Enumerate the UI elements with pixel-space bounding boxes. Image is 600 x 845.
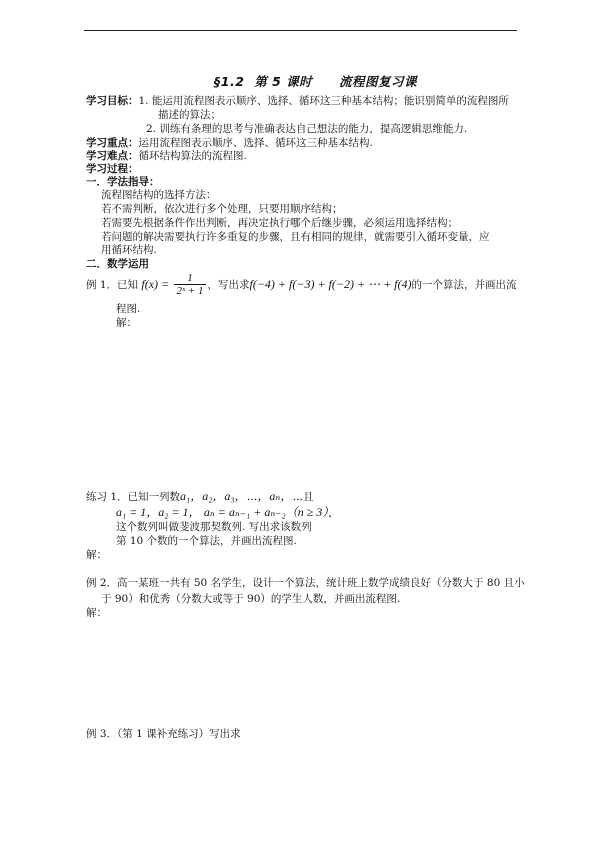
- page-title: [214, 74, 417, 89]
- header-rule: [84, 30, 517, 31]
- exercise1-seq: a₁，a₂，a₃，⋯，aₙ，⋯: [180, 489, 304, 503]
- guide-line: 流程图结构的选择方法：: [101, 189, 217, 201]
- title-lesson: 第 5 课时: [254, 74, 313, 89]
- objectives-line1: [86, 95, 509, 108]
- example1-sum-expr: f(−4) + f(−3) + f(−2) + ⋯ + f(4): [249, 277, 412, 291]
- process-label: 学习过程：: [86, 163, 139, 175]
- guide-line: 若不需判断，依次进行多个处理，只要用顺序结构；: [101, 203, 343, 215]
- example1-mid: ，写出求: [207, 279, 250, 291]
- example1-solution: 解：: [116, 317, 137, 329]
- keypoint-text: 运用流程图表示顺序、选择、循环这三种基本结构.: [138, 137, 373, 149]
- example1-func: f(x) =: [141, 277, 170, 291]
- example2-line2: 于 90）和优秀（分数大或等于 90）的学生人数，并画出流程图.: [101, 593, 401, 605]
- exercise1-suffix: 且: [303, 491, 314, 503]
- exercise1-condition: （n ≥ 3）: [285, 505, 329, 519]
- example1-frac-num: 1: [187, 272, 193, 284]
- difficulty-line: [86, 150, 247, 163]
- exercise1-init: a₁ = 1，a₂ = 1，: [116, 505, 201, 519]
- example3-line1: 例 3．（第 1 课补充练习）写出求: [86, 728, 241, 740]
- objectives-label: 学习目标：: [86, 95, 139, 107]
- objectives-item1a: 1. 能运用流程图表示顺序、选择、循环这三种基本结构；能识别简单的流程图所: [138, 95, 509, 107]
- exercise1-line2: [116, 504, 339, 521]
- guide-line: 用循环结构.: [101, 244, 157, 256]
- exercise1-line3: 这个数列叫做斐波那契数列. 写出求该数列: [116, 521, 312, 533]
- difficulty-text: 循环结构算法的流程图.: [138, 150, 247, 162]
- example2-line1: 例 2．高一某班一共有 50 名学生，设计一个算法，统计班上数学成绩良好（分数大于 80 且小: [86, 577, 525, 589]
- guide-line: 若需要先根据条件作出判断，再决定执行哪个后继步骤，必须运用选择结构；: [101, 217, 458, 229]
- example1-line2: 程图.: [116, 303, 141, 315]
- example1-line1: [86, 269, 517, 300]
- difficulty-label: 学习难点：: [86, 150, 139, 162]
- exercise1-solution: 解：: [86, 549, 107, 561]
- keypoint-label: 学习重点：: [86, 137, 139, 149]
- title-section: §1.2: [214, 74, 245, 89]
- exercise1-line1: [86, 488, 314, 505]
- exercise1-line4: 第 10 个数的一个算法，并画出流程图.: [116, 535, 297, 547]
- example2-solution: 解：: [86, 607, 107, 619]
- objectives-item2: 2. 训练有条理的思考与准确表达自己想法的能力，提高逻辑思维能力.: [146, 123, 468, 135]
- guide-heading: 一．学法指导：: [86, 176, 160, 188]
- keypoint-line: [86, 137, 373, 150]
- title-topic: 流程图复习课: [339, 74, 418, 89]
- objectives-item1b: 描述的算法；: [158, 109, 221, 121]
- application-heading: 二．数学运用: [86, 258, 149, 270]
- exercise1-prefix: 练习 1．已知一列数: [86, 491, 181, 503]
- exercise1-line2-end: ，: [328, 507, 339, 519]
- example1-frac-den: 2ˣ + 1: [176, 285, 204, 297]
- example1-prefix: 例 1．已知: [86, 279, 139, 291]
- exercise1-recurrence: aₙ = aₙ₋₁ + aₙ₋₂: [203, 505, 286, 519]
- guide-line: 若问题的解决需要执行许多重复的步骤，且有相同的规律，就需要引入循环变量，应: [101, 231, 490, 243]
- example1-suffix: 的一个算法，并画出流: [411, 279, 517, 291]
- example1-fraction: [174, 272, 205, 298]
